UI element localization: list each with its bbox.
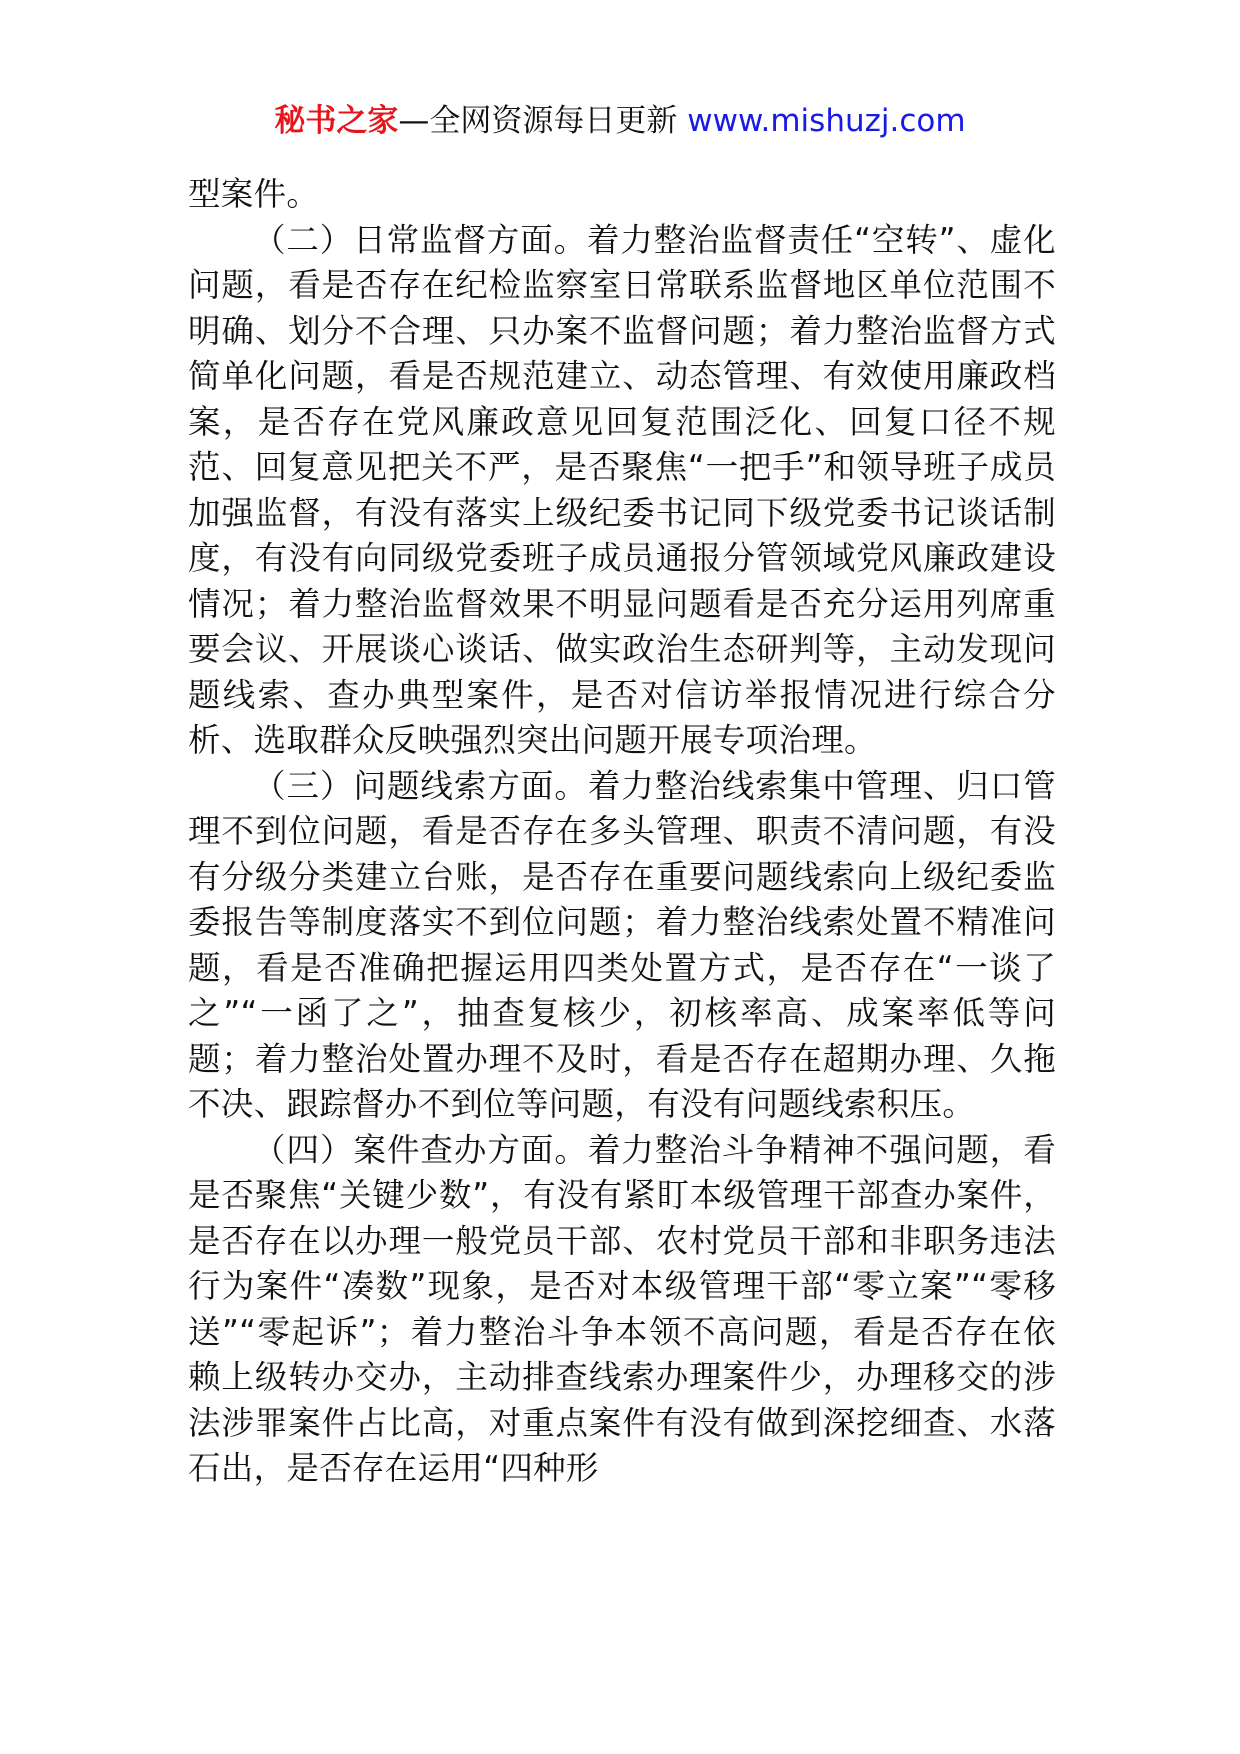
paragraph-daily-supervision: （二）日常监督方面。着力整治监督责任“空转”、虚化问题，看是否存在纪检监察室日常联系监督地区单位范围不明确、划分不合理、只办案不监督问题；着力整治监督方式简单化问题，看是否规范建立、动态管理、有效使用廉政档案，是否存在党风廉政意见回复范围泛化、回复口径不规范、回复意见把关不严，是否聚焦“一把手”和领导班子成员加强监督，有没有落实上级纪委书记同下级党委书记谈话制度，有没有向同级党委班子成员通报分管领域党风廉政建设情况；着力整治监督效果不明显问题看是否充分运用列席重要会议、开展谈心谈话、做实政治生态研判等，主动发现问题线索、查办典型案件，是否对信访举报情况进行综合分析、选取群众反映强烈突出问题开展专项治理。 <box>188 220 1056 759</box>
header-brand: 秘书之家 <box>274 103 399 139</box>
paragraph-problem-clues: （三）问题线索方面。着力整治线索集中管理、归口管理不到位问题，看是否存在多头管理、职责不清问题，有没有分级分类建立台账，是否存在重要问题线索向上级纪委监委报告等制度落实不到位问题；着力整治线索处置不精准问题，看是否准确把握运用四类处置方式，是否存在“一谈了之”“一函了之”，抽查复核少，初核率高、成案率低等问题；着力整治处置办理不及时，看是否存在超期办理、久拖不决、跟踪督办不到位等问题，有没有问题线索积压。 <box>188 766 1056 1123</box>
header-slogan: —全网资源每日更新 <box>398 103 688 139</box>
paragraph-case-investigation: （四）案件查办方面。着力整治斗争精神不强问题，看是否聚焦“关键少数”，有没有紧盯本级管理干部查办案件，是否存在以办理一般党员干部、农村党员干部和非职务违法行为案件“凑数”现象，是否对本级管理干部“零立案”“零移送”“零起诉”；着力整治斗争本领不高问题，看是否存在依赖上级转办交办，主动排查线索办理案件少，办理移交的涉法涉罪案件占比高，对重点案件有没有做到深挖细查、水落石出，是否存在运用“四种形 <box>188 1130 1056 1487</box>
paragraph-continuation: 型案件。 <box>188 175 320 213</box>
document-body <box>188 172 1056 1492</box>
page-header <box>0 98 1240 144</box>
header-url-link[interactable]: www.mishuzj.com <box>687 103 966 139</box>
